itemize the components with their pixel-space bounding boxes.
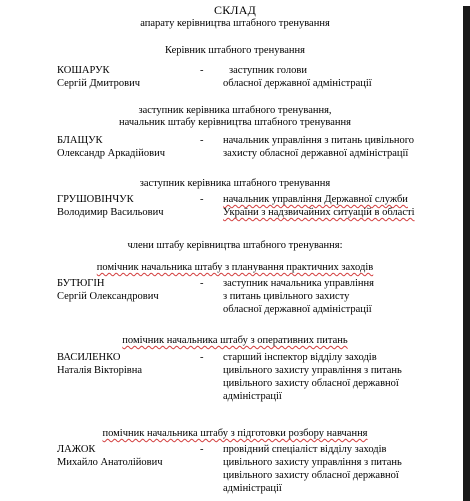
member-position-line: начальник управління Державної служби bbox=[223, 194, 408, 205]
section-heading: Керівник штабного тренування bbox=[165, 45, 305, 56]
section-heading: помічник начальника штабу з підготовки розбору навчання bbox=[102, 428, 368, 439]
document-subtitle: апарату керівництва штабного тренування bbox=[140, 18, 330, 29]
member-surname: ГРУШОВІНЧУК bbox=[57, 194, 134, 205]
member-position-line: України з надзвичайних ситуацій в області bbox=[223, 207, 415, 218]
member-dash: - bbox=[200, 65, 204, 76]
member-position-line: адміністрації bbox=[223, 483, 282, 494]
member-position-line: обласної державної адміністрації bbox=[223, 304, 372, 315]
member-dash: - bbox=[200, 444, 204, 455]
member-surname: БЛАЩУК bbox=[57, 135, 103, 146]
section-heading: начальник штабу керівництва штабного тренування bbox=[119, 117, 351, 128]
member-position-line: захисту обласної державної адміністрації bbox=[223, 148, 409, 159]
section-heading: помічник начальника штабу з планування практичних заходів bbox=[96, 262, 374, 273]
member-dash: - bbox=[200, 278, 204, 289]
member-position-line: цивільного захисту управління з питань bbox=[223, 457, 402, 468]
member-position-line: провідний спеціаліст відділу заходів bbox=[223, 444, 387, 455]
member-dash: - bbox=[200, 194, 204, 205]
member-given-name: Володимир Васильович bbox=[57, 207, 164, 218]
member-position-line: начальник управління з питань цивільного bbox=[223, 135, 415, 146]
member-surname: ЛАЖОК bbox=[57, 444, 96, 455]
section-heading: заступник керівника штабного тренування bbox=[139, 178, 331, 189]
member-position-line: цивільного захисту обласної державної bbox=[223, 470, 399, 481]
member-given-name: Михайло Анатолійович bbox=[57, 457, 163, 468]
member-given-name: Сергій Олександрович bbox=[57, 291, 159, 302]
member-surname: КОШАРУК bbox=[57, 65, 110, 76]
section-heading: заступник керівника штабного тренування, bbox=[138, 105, 332, 116]
section-heading: члени штабу керівництва штабного тренування: bbox=[127, 240, 343, 251]
member-position-line: цивільного захисту управління з питань bbox=[223, 365, 402, 376]
member-position-line: заступник начальника управління bbox=[223, 278, 374, 289]
member-position-line: старший інспектор відділу заходів bbox=[223, 352, 377, 363]
section-heading: помічник начальника штабу з оперативних питань bbox=[122, 335, 348, 346]
member-surname: БУТЮГІН bbox=[57, 278, 105, 289]
member-position-line: обласної державної адміністрації bbox=[223, 78, 372, 89]
member-given-name: Олександр Аркадійович bbox=[57, 148, 166, 159]
page-edge bbox=[463, 6, 470, 501]
member-position-line: адміністрації bbox=[223, 391, 282, 402]
member-surname: ВАСИЛЕНКО bbox=[57, 352, 121, 363]
document-title: СКЛАД bbox=[214, 3, 256, 17]
member-dash: - bbox=[200, 352, 204, 363]
member-position-line: цивільного захисту обласної державної bbox=[223, 378, 399, 389]
member-dash: - bbox=[200, 135, 204, 146]
member-position-line: з питань цивільного захисту bbox=[223, 291, 350, 302]
member-position-line: заступник голови bbox=[229, 65, 307, 76]
member-given-name: Наталія Вікторівна bbox=[57, 365, 143, 376]
member-given-name: Сергій Дмитрович bbox=[57, 78, 141, 89]
